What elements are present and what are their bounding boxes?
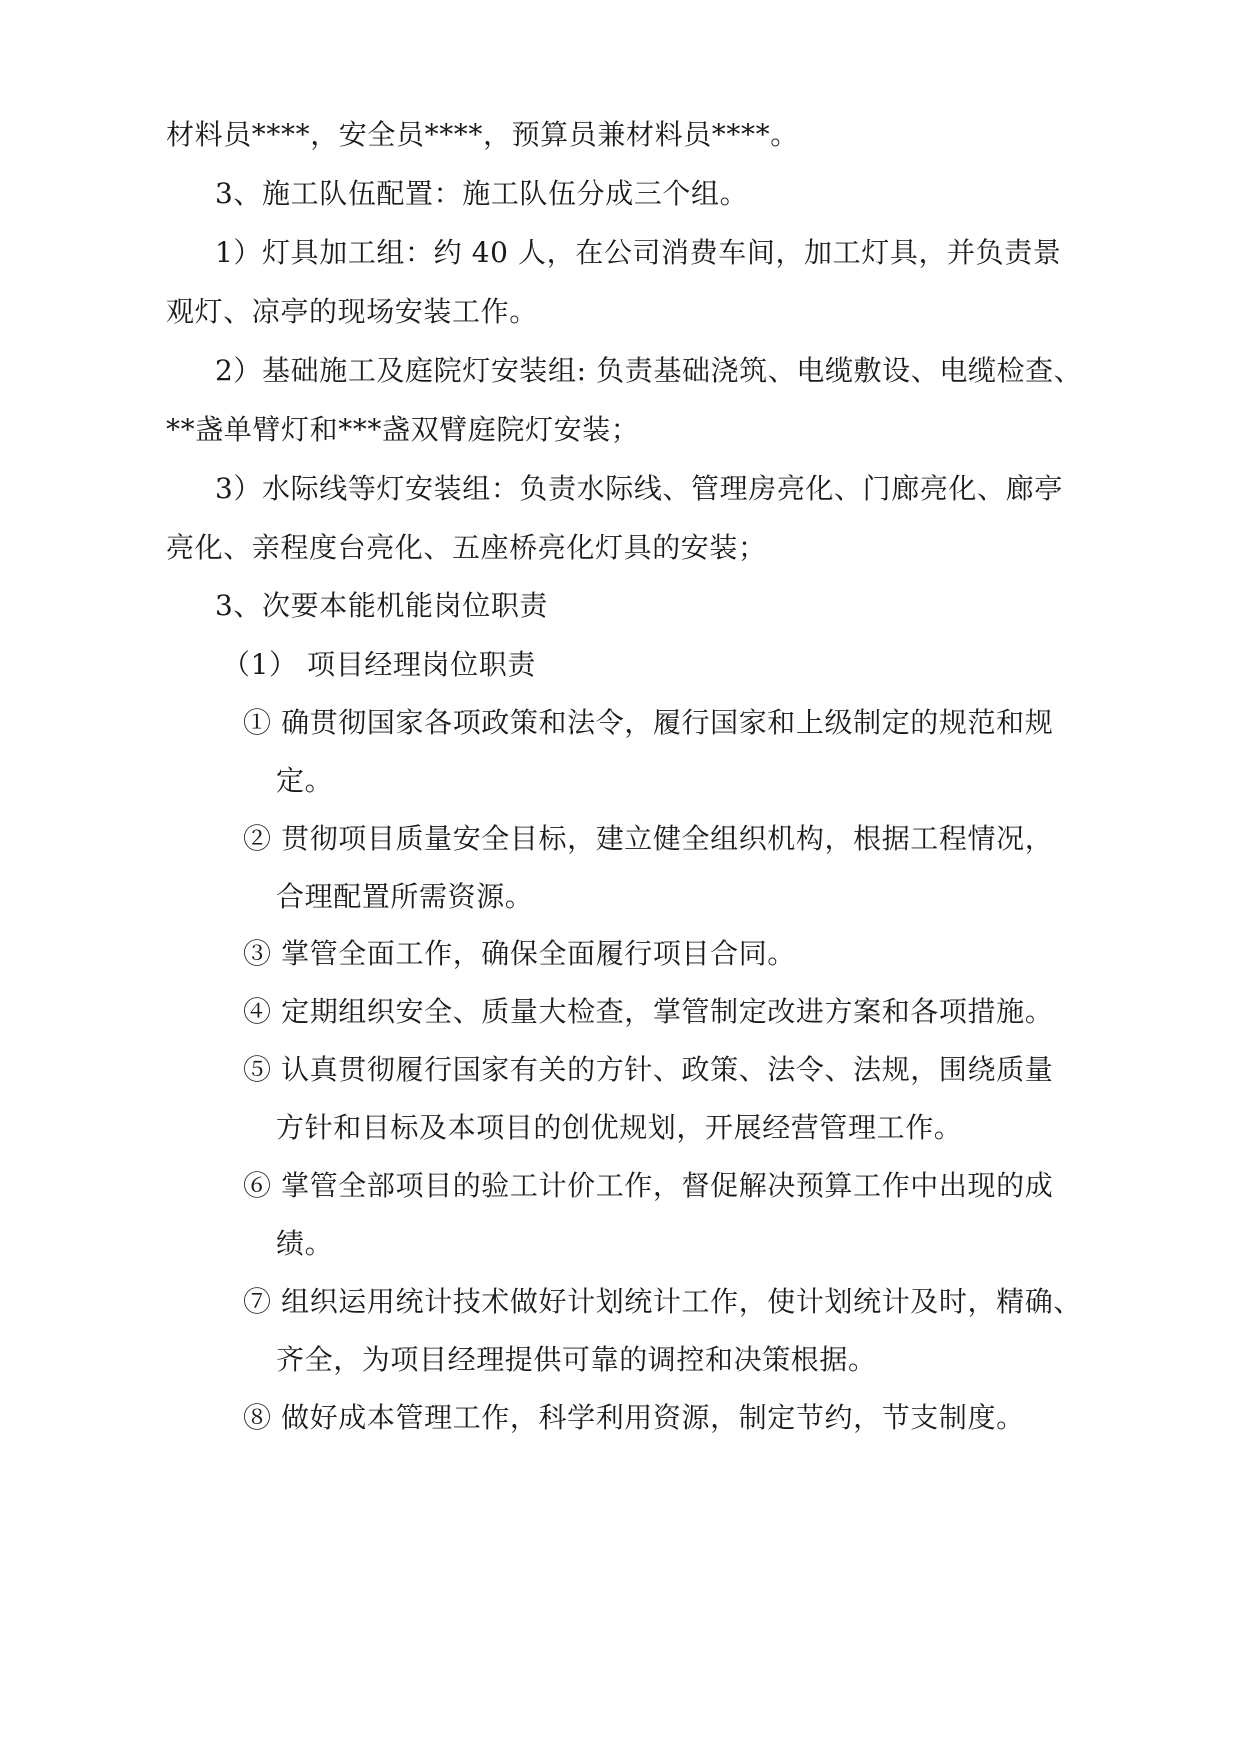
duty-item-8: ⑧ 做好成本管理工作，科学利用资源，制定节约，节支制度。 (243, 1401, 1025, 1434)
text-line-group3-cont: 亮化、亲程度台亮化、五座桥亮化灯具的安装； (166, 531, 767, 564)
duty-item-1: ① 确贯彻国家各项政策和法令，履行国家和上级制定的规范和规 (243, 706, 1054, 739)
duty-item-1-cont: 定。 (276, 764, 334, 797)
duty-item-5-cont: 方针和目标及本项目的创优规划，开展经营管理工作。 (276, 1111, 963, 1144)
text-line-staff: 材料员****，安全员****，预算员兼材料员****。 (166, 118, 799, 151)
text-line-team-config: 3、施工队伍配置：施工队伍分成三个组。 (215, 177, 749, 210)
duty-item-5: ⑤ 认真贯彻履行国家有关的方针、政策、法令、法规，围绕质量 (243, 1053, 1054, 1086)
text-line-group1: 1）灯具加工组：约 40 人，在公司消费车间，加工灯具，并负责景 (215, 236, 1062, 269)
section-heading: 3、次要本能机能岗位职责 (215, 589, 549, 622)
duty-item-4: ④ 定期组织安全、质量大检查，掌管制定改进方案和各项措施。 (243, 995, 1054, 1028)
text-line-group2: 2）基础施工及庭院灯安装组: 负责基础浇筑、电缆敷设、电缆检查、 (215, 354, 1083, 387)
duty-item-3: ③ 掌管全面工作，确保全面履行项目合同。 (243, 937, 796, 970)
text-line-group3: 3）水际线等灯安装组：负责水际线、管理房亮化、门廊亮化、廊亭 (215, 472, 1063, 505)
text-line-group2-cont: **盏单臂灯和***盏双臂庭院灯安装； (166, 413, 640, 446)
duty-item-7-cont: 齐全，为项目经理提供可靠的调控和决策根据。 (276, 1343, 877, 1376)
duty-item-2-cont: 合理配置所需资源。 (276, 880, 534, 913)
duty-item-7: ⑦ 组织运用统计技术做好计划统计工作，使计划统计及时，精确、 (243, 1285, 1082, 1318)
text-line-group1-cont: 观灯、凉亭的现场安装工作。 (166, 295, 538, 328)
subsection-heading: （1） 项目经理岗位职责 (222, 648, 536, 681)
duty-item-6: ⑥ 掌管全部项目的验工计价工作，督促解决预算工作中出现的成 (243, 1169, 1054, 1202)
duty-item-2: ② 贯彻项目质量安全目标，建立健全组织机构，根据工程情况， (243, 822, 1054, 855)
duty-item-6-cont: 绩。 (276, 1227, 334, 1260)
